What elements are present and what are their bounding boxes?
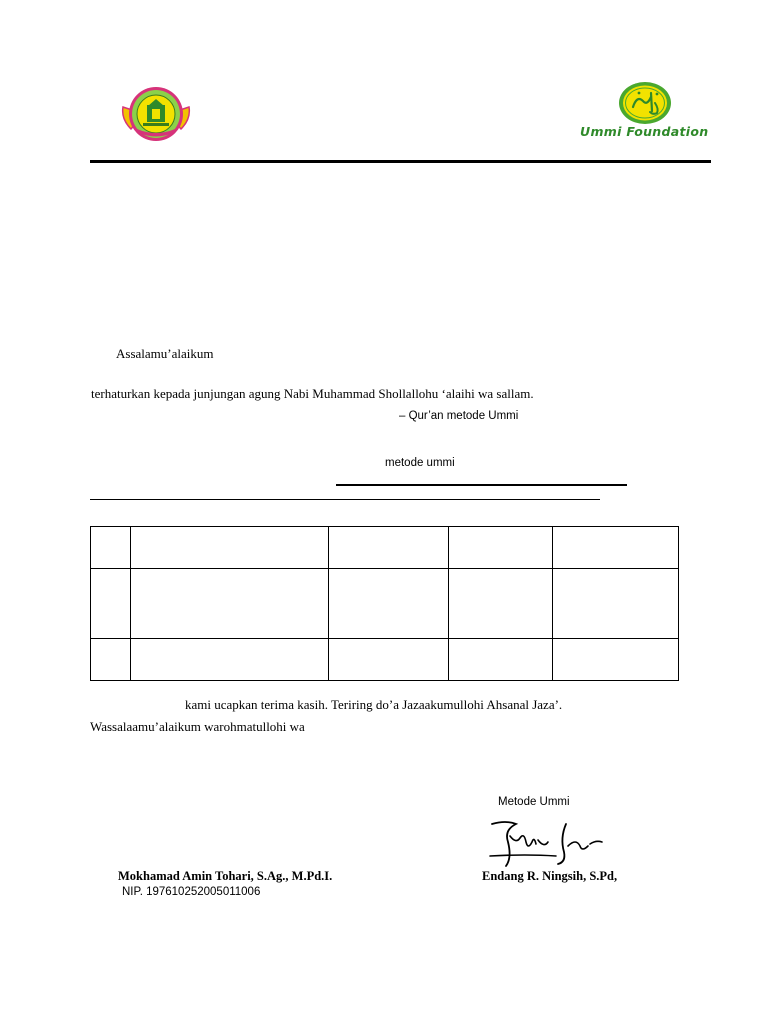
table-cell [553, 569, 679, 639]
table-row [91, 569, 679, 639]
table-cell [91, 639, 131, 681]
table-row [91, 527, 679, 569]
table-cell [449, 527, 553, 569]
table-cell [131, 527, 329, 569]
table-row [91, 639, 679, 681]
table-cell [91, 527, 131, 569]
letter-line-method: metode ummi [385, 457, 455, 469]
letter-line-closing: Wassalaamu’alaikum warohmatullohi wa [90, 719, 305, 734]
data-table [90, 526, 679, 681]
header-divider [90, 160, 711, 163]
signature-left-name: Mokhamad Amin Tohari, S.Ag., M.Pd.I. [118, 869, 333, 883]
signature-right-title: Metode Ummi [498, 796, 570, 808]
table-cell [329, 639, 449, 681]
table-cell [553, 639, 679, 681]
ummi-logo [617, 81, 675, 127]
greeting: Assalamu’alaikum [116, 346, 214, 361]
table-cell [449, 639, 553, 681]
letter-line-prophet: terhaturkan kepada junjungan agung Nabi Muhammad Shollallohu ‘alaihi wa sallam. [91, 386, 534, 401]
table-cell [329, 569, 449, 639]
letter-line-thanks: kami ucapkan terima kasih. Teriring do’a Jazaakumullohi Ahsanal Jaza’. [185, 697, 563, 712]
letter-line-quran: – Qur’an metode Ummi [399, 410, 519, 422]
table-cell [131, 639, 329, 681]
school-logo [119, 85, 193, 143]
handwritten-signature [486, 818, 606, 870]
signature-left-nip: NIP. 197610252005011006 [122, 886, 261, 898]
method-underline [336, 484, 627, 486]
separator-line [90, 499, 600, 500]
foundation-name: Ummi Foundation [580, 124, 709, 139]
table-cell [449, 569, 553, 639]
table-cell [553, 527, 679, 569]
table-cell [329, 527, 449, 569]
signature-right-name: Endang R. Ningsih, S.Pd, [482, 869, 618, 883]
table-cell [131, 569, 329, 639]
table-cell [91, 569, 131, 639]
